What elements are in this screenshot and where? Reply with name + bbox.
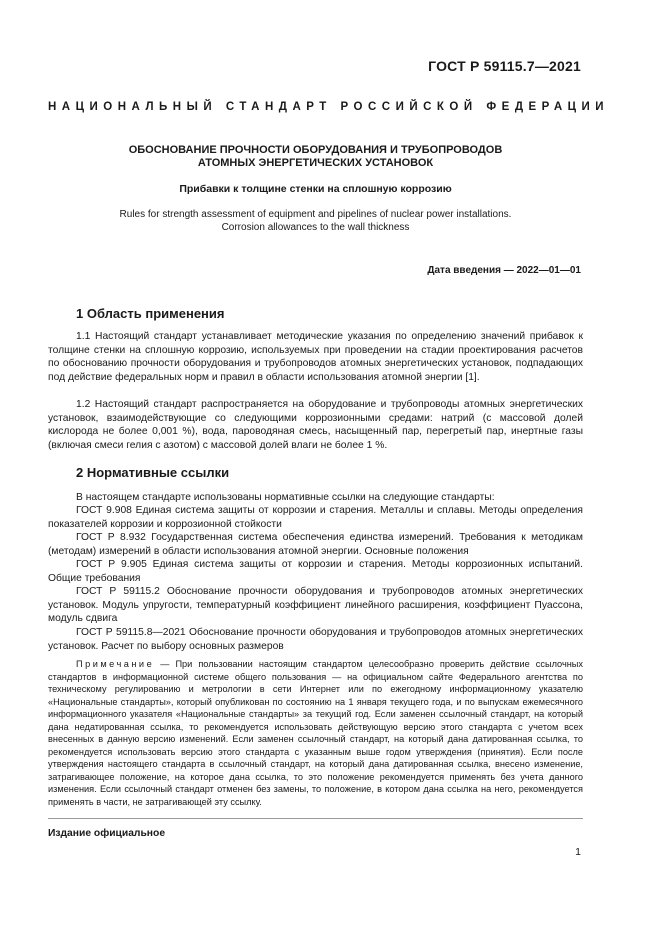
title-russian [48,144,583,170]
section-1-heading: 1 Область применения [76,306,225,321]
introduction-date: Дата введения — 2022—01—01 [427,265,581,276]
title-english-line-2: Corrosion allowances to the wall thickness [221,222,410,233]
reference-gost-r-59115-8: ГОСТ Р 59115.8—2021 Обоснование прочности оборудования и трубопроводов атомных энергетических установок. Расчет по выбору основных размеров [48,627,583,652]
paragraph-1-1: 1.1 Настоящий стандарт устанавливает методические указания по определению значений прибавок к толщине стенки на сплошную коррозию, используемых при проведении на стадии проектирования расчетов по обоснованию прочности оборудования и трубопроводов атомных энергетических установок, подпадающих под действие федеральных норм и правил в области использования атомной энергии [1]. [48,331,583,383]
title-russian-line-1: ОБОСНОВАНИЕ ПРОЧНОСТИ ОБОРУДОВАНИЯ И ТРУБОПРОВОДОВ [128,144,503,156]
title-russian-line-2: АТОМНЫХ ЭНЕРГЕТИЧЕСКИХ УСТАНОВОК [197,157,434,169]
reference-gost-9-908: ГОСТ 9.908 Единая система защиты от коррозии и старения. Металлы и сплавы. Методы определения показателей коррозии и коррозионной стойкости [48,505,583,530]
national-standard-banner: НАЦИОНАЛЬНЫЙ СТАНДАРТ РОССИЙСКОЙ ФЕДЕРАЦИИ [48,101,610,113]
official-edition-label: Издание официальное [48,828,166,839]
title-english [48,208,583,234]
note [48,658,583,808]
reference-gost-r-9-905: ГОСТ Р 9.905 Единая система защиты от коррозии и старения. Методы коррозионных испытаний. Общие требования [48,559,583,584]
title-english-line-1: Rules for strength assessment of equipment and pipelines of nuclear power installations. [119,209,512,220]
document-code: ГОСТ Р 59115.7—2021 [428,58,581,74]
subtitle-russian: Прибавки к толщине стенки на сплошную коррозию [179,183,452,195]
paragraph-1-2: 1.2 Настоящий стандарт распространяется на оборудование и трубопроводы атомных энергетических установок, взаимодействующие со следующими коррозионными средами: натрий (с массовой долей кислорода не более 0,001 %), вода, пароводяная смесь, насыщенный пар, перегретый пар, инертные газы (включая смеси гелия с азотом) с массовой долей влаги не более 1 %. [48,399,583,451]
footer-divider [48,818,583,819]
section-2-heading: 2 Нормативные ссылки [76,465,230,480]
references-intro: В настоящем стандарте использованы нормативные ссылки на следующие стандарты: [76,492,495,503]
note-text: — При пользовании настоящим стандартом целесообразно проверить действие ссылочных стандартов в информационной системе общего пользования — на официальном сайте Федерального агентства по техническому регулированию и метрологии в сети Интернет или по ежегодному информационному указателю «Национальные стандарты», который опубликован по состоянию на 1 января текущего года, и по выпускам ежемесячного информационного указателя «Национальные стандарты» за текущий год. Если заменен ссылочный стандарт, на который дана недатированная ссылка, то рекомендуется использовать действующую версию этого стандарта с учетом всех внесенных в данную версию изменений. Если заменен ссылочный стандарт, на который дана датированная ссылка, то рекомендуется использовать версию этого стандарта с указанным выше годом утверждения (принятия). Если после утверждения настоящего стандарта в ссылочный стандарт, на который дана датированная ссылка, внесено изменение, затрагивающее положение, на которое дана ссылка, то это положение рекомендуется применять без учета данного изменения. Если ссылочный стандарт отменен без замены, то положение, в котором дана ссылка на него, рекомендуется применять в части, не затрагивающей эту ссылку. [48,659,583,807]
note-label: Примечание [76,659,155,669]
page-number: 1 [575,846,581,858]
reference-gost-r-59115-2: ГОСТ Р 59115.2 Обоснование прочности оборудования и трубопроводов атомных энергетических установок. Модуль упругости, температурный коэффициент линейного расширения, коэффициент Пуассона, модуль сдвига [48,586,583,624]
reference-gost-r-8-932: ГОСТ Р 8.932 Государственная система обеспечения единства измерений. Требования к методикам (методам) измерений в области использования атомной энергии. Основные положения [48,532,583,557]
